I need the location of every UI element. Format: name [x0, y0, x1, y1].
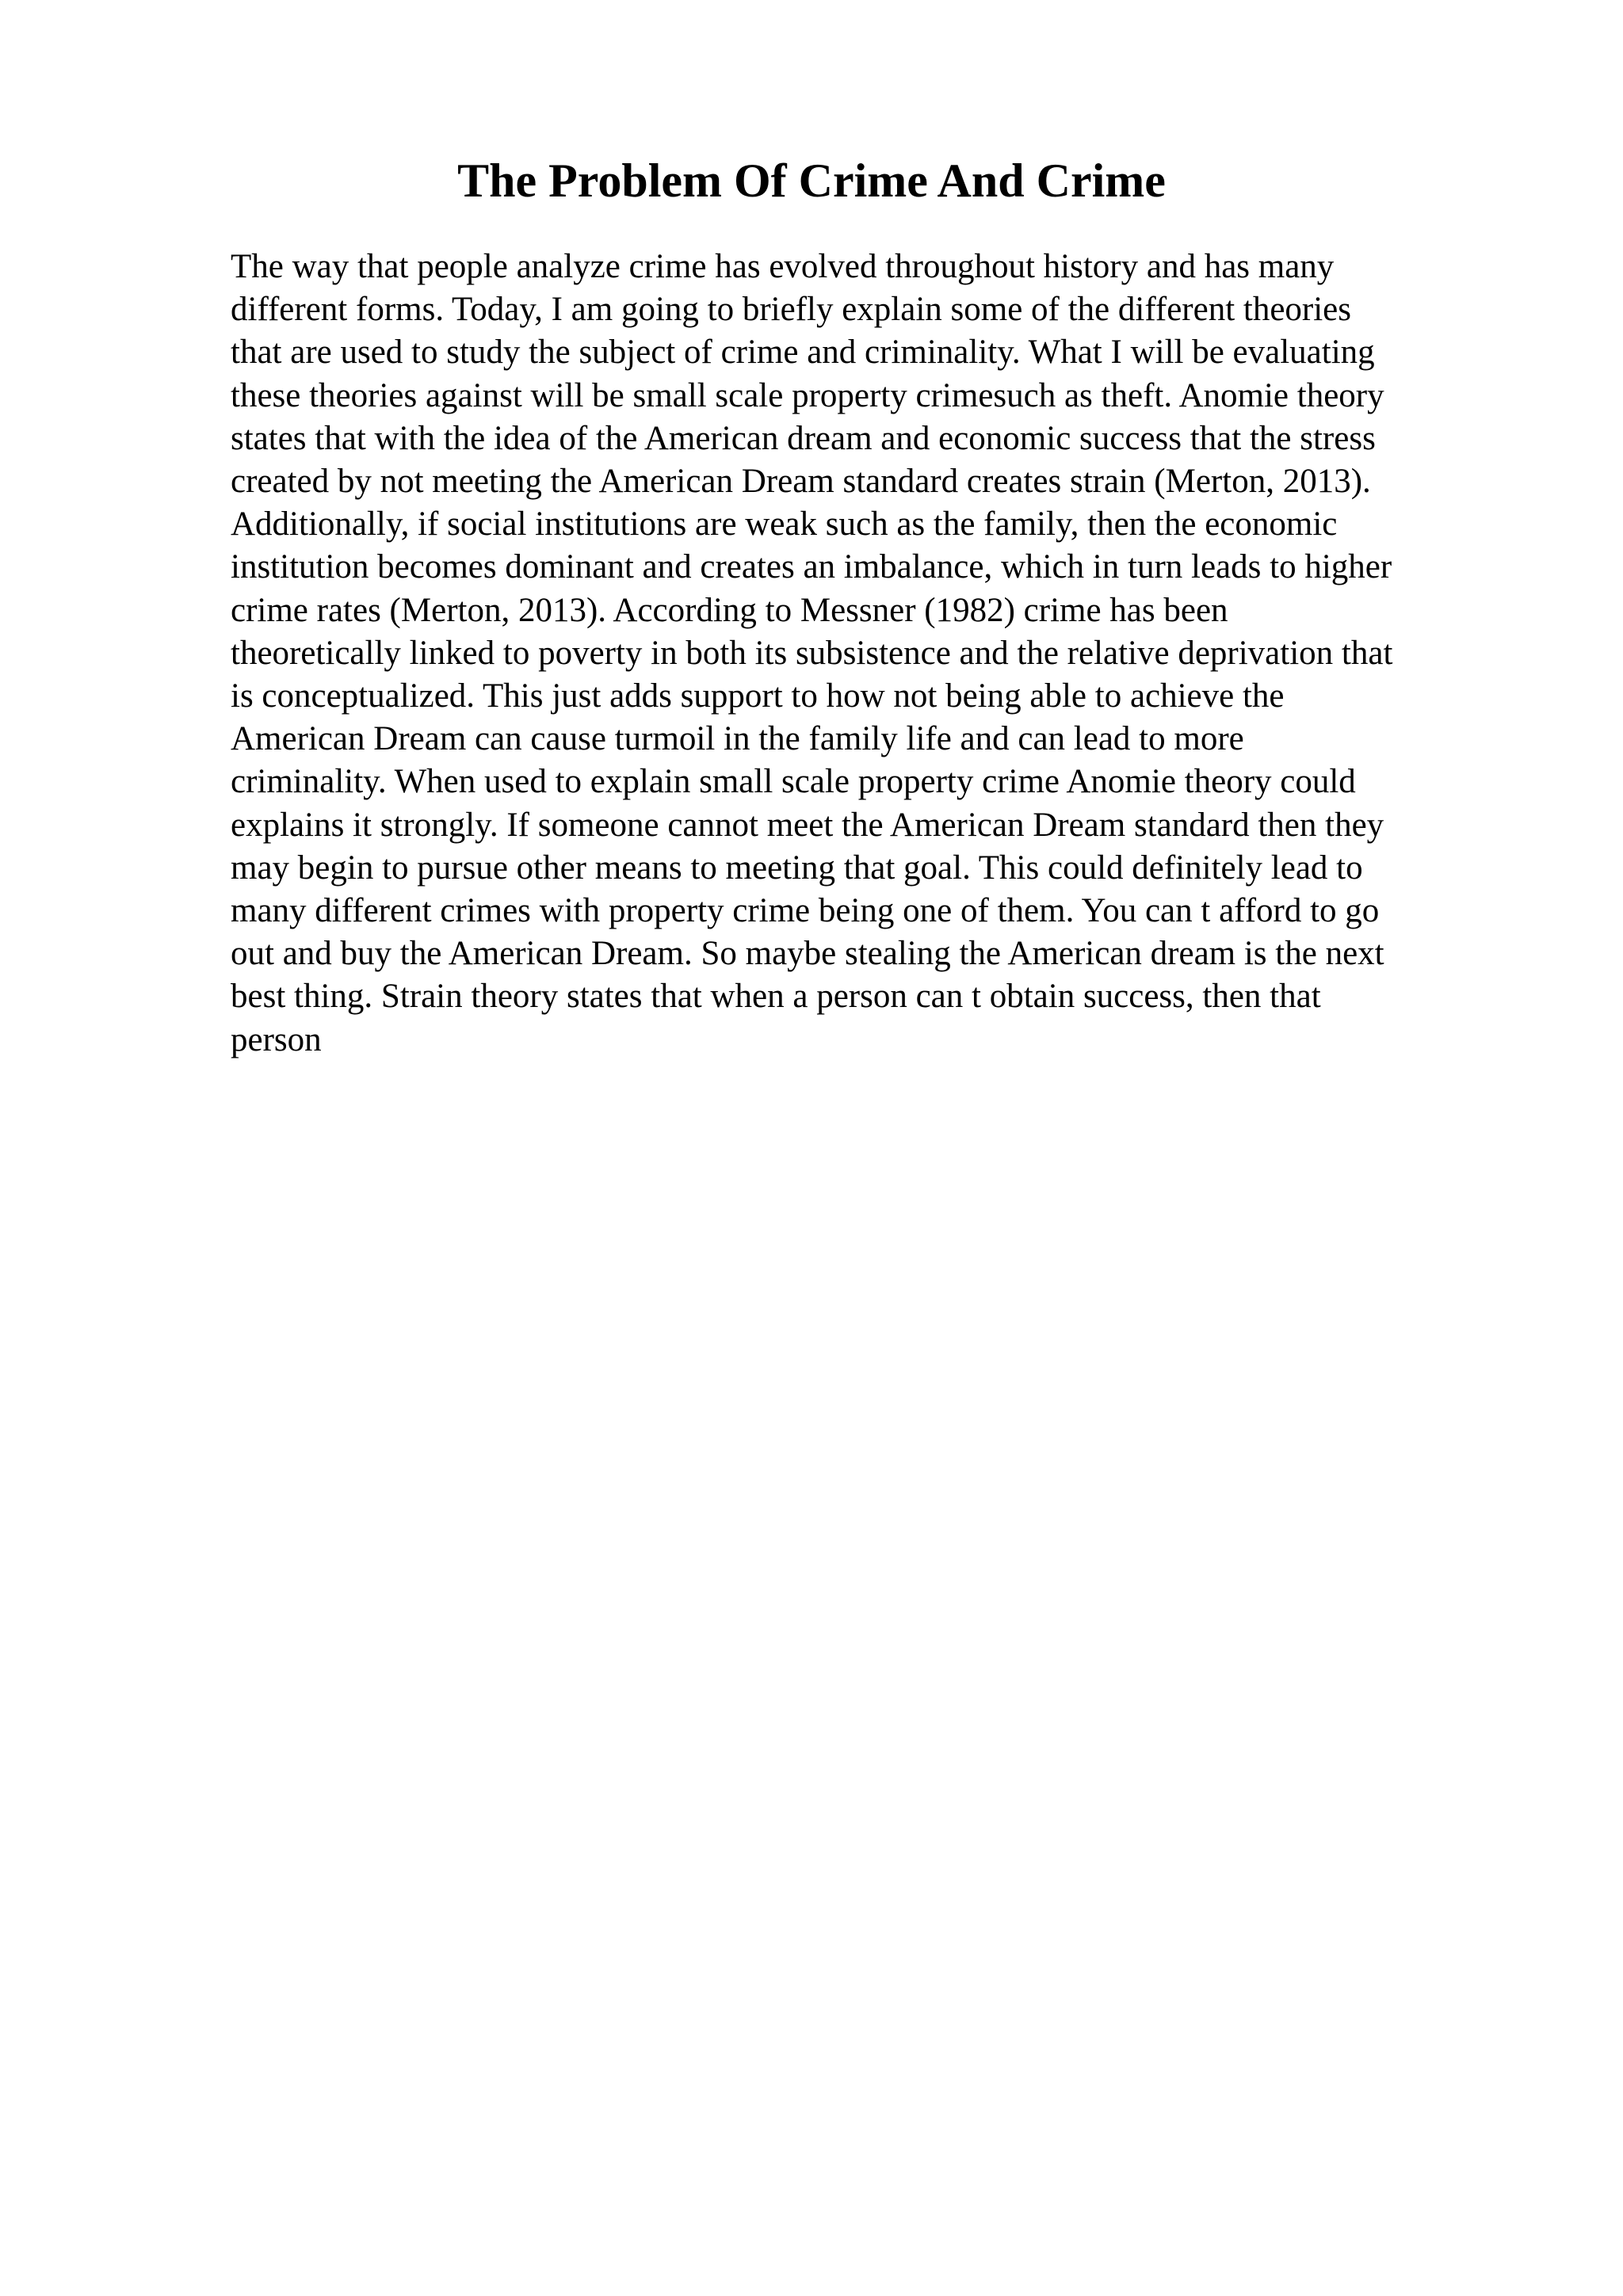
body-line: crime rates (Merton, 2013). According to Messner (1982) crime has been [231, 591, 1228, 629]
body-line: states that with the idea of the American dream and economic success that the stress [231, 419, 1376, 457]
body-line: The way that people analyze crime has evolved throughout history and has many [231, 248, 1335, 285]
body-line: institution becomes dominant and creates an imbalance, which in turn leads to higher [231, 548, 1392, 586]
body-line: out and buy the American Dream. So maybe stealing the American dream is the next [231, 935, 1384, 973]
body-line: best thing. Strain theory states that when a person can t obtain success, then that [231, 978, 1321, 1016]
body-line: different forms. Today, I am going to briefly explain some of the different theories [231, 291, 1352, 329]
document-title: The Problem Of Crime And Crime [457, 154, 1166, 207]
body-line: created by not meeting the American Dream standard creates strain (Merton, 2013). [231, 463, 1371, 501]
body-line: these theories against will be small scale property crimesuch as theft. Anomie theory [231, 376, 1384, 414]
body-line: person [231, 1020, 322, 1058]
body-line: many different crimes with property crime being one of them. You can t afford to go [231, 892, 1380, 930]
body-line: theoretically linked to poverty in both its subsistence and the relative deprivation that [231, 634, 1393, 672]
body-line: Additionally, if social institutions are weak such as the family, then the economic [231, 505, 1338, 543]
body-line: that are used to study the subject of crime and criminality. What I will be evaluating [231, 334, 1375, 372]
body-line: is conceptualized. This just adds support to how not being able to achieve the [231, 677, 1285, 715]
document-body [231, 246, 1514, 1062]
body-line: criminality. When used to explain small scale property crime Anomie theory could [231, 763, 1356, 801]
body-line: may begin to pursue other means to meeting that goal. This could definitely lead to [231, 849, 1363, 887]
body-line: explains it strongly. If someone cannot meet the American Dream standard then they [231, 806, 1384, 844]
body-line: American Dream can cause turmoil in the family life and can lead to more [231, 720, 1244, 758]
